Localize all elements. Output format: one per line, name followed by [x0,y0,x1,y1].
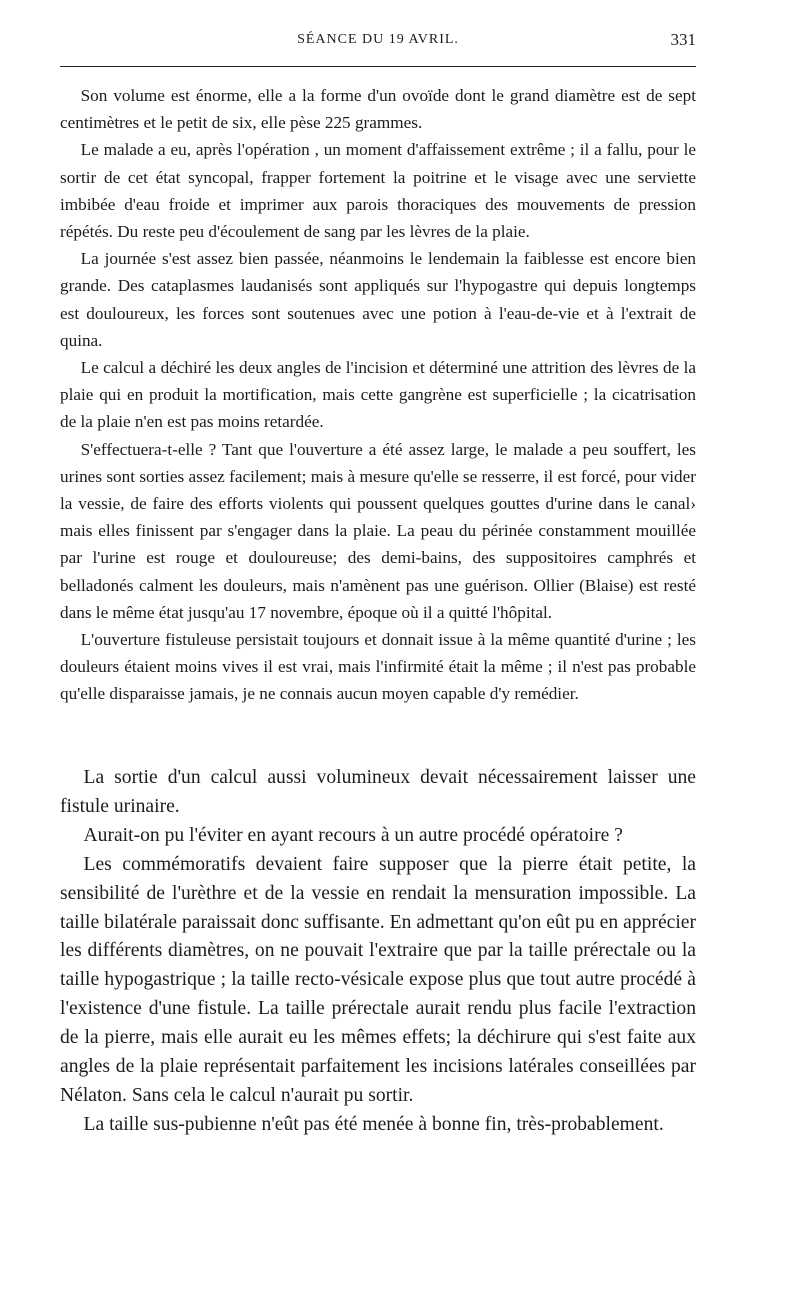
paragraph: Le calcul a déchiré les deux angles de l'incision et déterminé une attrition des lèvres de la plaie qui en produit la mortification, mais cette gangrène est superficielle ; la cicatrisation de la plaie n'en est pas moins retardée. [60,358,696,432]
discussion-body [60,764,696,1140]
paragraph: La sortie d'un calcul aussi volumineux devait nécessairement laisser une fistule urinaire. [60,767,696,817]
paragraph: L'ouverture fistuleuse persistait toujours et donnait issue à la même quantité d'urine ; les douleurs étaient moins vives il est vrai, mais l'infirmité était la même ; il n'est pas probable qu'elle disparaisse jamais, je ne connais aucun moyen capable d'y remédier. [60,630,696,704]
case-report-body [60,82,696,708]
page-header [60,32,696,60]
page-number: 331 [670,30,696,49]
paragraph: Aurait-on pu l'éviter en ayant recours à un autre procédé opératoire ? [83,824,623,846]
running-title: SÉANCE DU 19 AVRIL. [297,32,459,47]
header-rule [60,66,696,67]
paragraph: La taille sus-pubienne n'eût pas été menée à bonne fin, très-probablement. [83,1113,664,1135]
paragraph: Le malade a eu, après l'opération , un moment d'affaissement extrême ; il a fallu, pour le sortir de cet état syncopal, frapper fortement la poitrine et le visage avec une serviette imbibée d'eau froide et imprimer aux parois thoraciques des mouvements de pression répétés. Du reste peu d'écoulement de sang par les lèvres de la plaie. [60,140,696,242]
paragraph: S'effectuera-t-elle ? Tant que l'ouverture a été assez large, le malade a peu souffert, les urines sont sorties assez facilement; mais à mesure qu'elle se resserre, il est forcé, pour vider la vessie, de faire des efforts violents qui poussent quelques gouttes d'urine dans le canal› mais elles finissent par s'engager dans la plaie. La peau du périnée constamment mouillée par l'urine est rouge et douloureuse; des demi-bains, des suppositoires camphrés et belladonés calment les douleurs, mais n'amènent pas une guérison. Ollier (Blaise) est resté dans le même état jusqu'au 17 novembre, époque où il a quitté l'hôpital. [60,439,696,622]
paragraph: La journée s'est assez bien passée, néanmoins le lendemain la faiblesse est encore bien grande. Des cataplasmes laudanisés sont appliqués sur l'hypogastre qui depuis longtemps est douloureux, les forces sont soutenues avec une potion à l'eau-de-vie et à l'extrait de quina. [60,249,696,350]
paragraph: Son volume est énorme, elle a la forme d'un ovoïde dont le grand diamètre est de sept centimètres et le petit de six, elle pèse 225 grammes. [60,86,696,133]
paragraph: Les commémoratifs devaient faire supposer que la pierre était petite, la sensibilité de l'urèthre et de la vessie en rendait la mensuration impossible. La taille bilatérale paraissait donc suffisante. En admettant qu'on eût pu en apprécier les différents diamètres, on ne pouvait l'extraire que par la taille prérectale ou la taille hypogastrique ; la taille recto-vésicale expose plus que tout autre procédé à l'existence d'une fistule. La taille prérectale aurait rendu plus facile l'extraction de la pierre, mais elle aurait eu les mêmes effets; la déchirure qui s'est faite aux angles de la plaie représentait parfaitement les incisions latérales conseillées par Nélaton. Sans cela le calcul n'aurait pu sortir. [60,853,696,1106]
